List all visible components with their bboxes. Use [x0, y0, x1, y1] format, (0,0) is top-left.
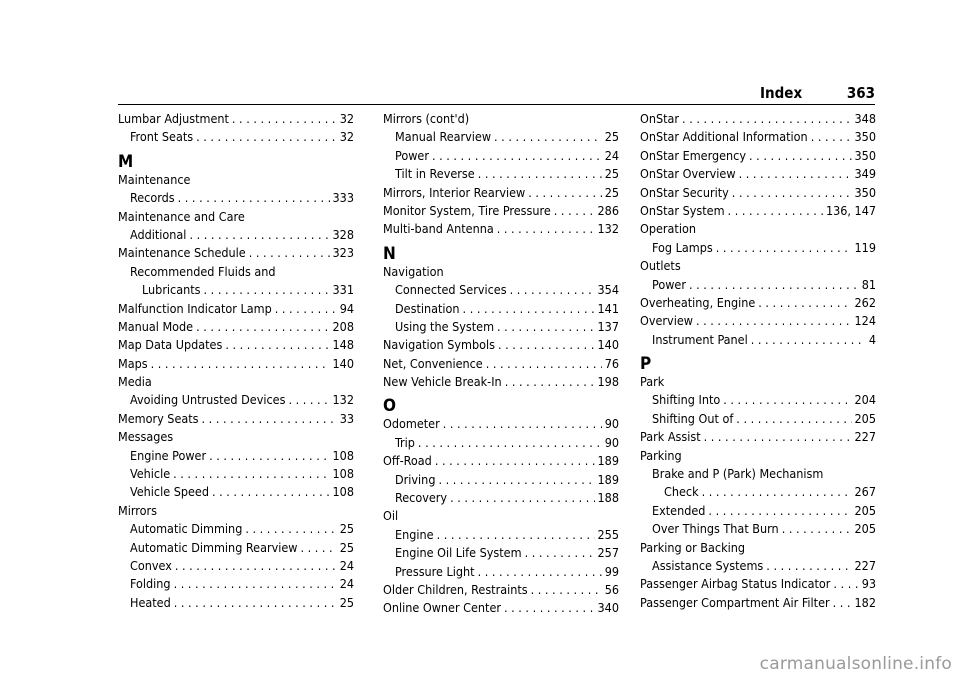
dot-leader: [528, 184, 601, 202]
index-page-ref: 198: [597, 374, 619, 390]
dot-leader: [696, 312, 852, 330]
index-column-1: [118, 110, 354, 612]
dot-leader: [478, 165, 602, 183]
index-entry: [118, 483, 354, 501]
index-entry-label: Multi-band Antenna: [383, 221, 494, 237]
index-page-ref: 350: [854, 184, 876, 200]
index-entry-label: OnStar Security: [640, 184, 729, 200]
index-entry-label: Avoiding Untrusted Devices: [130, 392, 286, 408]
index-heading: [383, 263, 619, 281]
dot-leader: [175, 557, 337, 575]
dot-leader: [732, 184, 852, 202]
index-entry: [383, 526, 619, 544]
dot-leader: [702, 483, 852, 501]
dot-leader: [751, 331, 866, 349]
index-entry-label: Oil: [383, 508, 399, 524]
dot-leader: [232, 110, 337, 128]
index-page-ref: 205: [854, 410, 876, 426]
index-entry: [640, 110, 876, 128]
index-entry-label: Connected Services: [395, 282, 507, 298]
index-page-ref: 76: [604, 355, 619, 371]
index-entry-label: OnStar Overview: [640, 166, 736, 182]
index-entry: [118, 447, 354, 465]
index-page-ref: 25: [604, 184, 619, 200]
index-page-ref: 323: [332, 245, 354, 261]
index-entry-label: Online Owner Center: [383, 600, 501, 616]
index-page-ref: 132: [332, 392, 354, 408]
index-entry: [383, 318, 619, 336]
index-page-ref: 24: [339, 557, 354, 573]
index-entry: [383, 147, 619, 165]
index-page-ref: 205: [854, 521, 876, 537]
index-entry-label: Front Seats: [130, 129, 194, 145]
dot-leader: [151, 355, 330, 373]
index-entry: [118, 336, 354, 354]
index-entry: [383, 599, 619, 617]
index-page-ref: 141: [597, 300, 619, 316]
index-entry-label: Passenger Compartment Air Filter: [640, 594, 830, 610]
index-entry: [118, 300, 354, 318]
index-entry: [383, 452, 619, 470]
index-entry: [383, 128, 619, 146]
dot-leader: [463, 300, 595, 318]
dot-leader: [438, 471, 594, 489]
index-entry: [118, 391, 354, 409]
dot-leader: [202, 410, 337, 428]
index-entry: [383, 563, 619, 581]
dot-leader: [723, 391, 851, 409]
dot-leader: [766, 557, 851, 575]
header-rule: [118, 104, 875, 105]
index-entry: [383, 220, 619, 238]
index-entry: [383, 581, 619, 599]
index-entry: [640, 391, 876, 409]
index-entry-label: Parking or Backing: [640, 539, 745, 555]
index-entry: [640, 428, 876, 446]
index-entry: [383, 281, 619, 299]
index-entry-label: Passenger Airbag Status Indicator: [640, 576, 831, 592]
index-page-ref: 132: [597, 221, 619, 237]
index-page-ref: 33: [339, 410, 354, 426]
index-page-ref: 262: [854, 294, 876, 310]
index-section-letter: O: [383, 396, 396, 417]
index-entry: [383, 373, 619, 391]
dot-leader: [196, 318, 329, 336]
page-title: Index: [760, 84, 803, 102]
dot-leader: [554, 202, 595, 220]
dot-leader: [728, 202, 823, 220]
index-heading: [118, 171, 354, 189]
index-entry-label: Park: [640, 374, 665, 390]
index-page-ref: 208: [332, 318, 354, 334]
index-entry-label: Mirrors (cont'd): [383, 111, 470, 126]
dot-leader: [174, 594, 337, 612]
dot-leader: [174, 575, 337, 593]
index-entry: [383, 184, 619, 202]
index-entry-label: OnStar System: [640, 202, 725, 218]
index-page-ref: 25: [339, 521, 354, 537]
dot-leader: [749, 147, 852, 165]
index-page-ref: 136, 147: [825, 202, 876, 218]
page-header: [760, 84, 875, 104]
page-number: 363: [846, 84, 875, 102]
index-entry: [640, 312, 876, 330]
index-entry: [118, 189, 354, 207]
index-entry-label: Park Assist: [640, 429, 701, 445]
index-entry-label: OnStar Additional Information: [640, 129, 808, 145]
index-entry-label: Operation: [640, 221, 696, 237]
index-entry-label: Maintenance Schedule: [118, 245, 246, 261]
index-entry-label: Memory Seats: [118, 410, 199, 426]
index-page-ref: 32: [339, 129, 354, 145]
index-page-ref: 349: [854, 166, 876, 182]
dot-leader: [510, 281, 595, 299]
index-entry: [383, 544, 619, 562]
index-heading: [118, 263, 354, 281]
index-entry: [640, 410, 876, 428]
index-page-ref: 108: [332, 484, 354, 500]
index-page-ref: 140: [332, 355, 354, 371]
dot-leader: [531, 581, 602, 599]
index-entry: [118, 110, 354, 128]
index-entry: [118, 244, 354, 262]
index-entry-label: Engine: [395, 526, 434, 542]
dot-leader: [486, 355, 602, 373]
index-entry-label: Navigation: [383, 263, 444, 279]
index-entry: [640, 276, 876, 294]
dot-leader: [811, 128, 852, 146]
index-page-ref: 90: [604, 434, 619, 450]
index-page-ref: 140: [597, 337, 619, 353]
index-entry-label: OnStar Emergency: [640, 147, 747, 163]
index-page-ref: 137: [597, 318, 619, 334]
index-entry-label: Net, Convenience: [383, 355, 483, 371]
index-entry-label: Lumbar Adjustment: [118, 110, 229, 126]
index-heading: [640, 447, 876, 465]
index-page-ref: 124: [854, 313, 876, 329]
index-entry: [118, 557, 354, 575]
index-entry: [383, 300, 619, 318]
index-entry-label: Heated: [130, 594, 171, 610]
index-entry-label: Pressure Light: [395, 563, 475, 579]
index-entry-label: Maintenance and Care: [118, 208, 245, 224]
dot-leader: [418, 434, 602, 452]
index-entry-label: Maintenance: [118, 171, 191, 187]
index-page-ref: 189: [597, 471, 619, 487]
index-entry-label: Automatic Dimming Rearview: [130, 539, 298, 555]
index-page-ref: 32: [339, 110, 354, 126]
index-page-ref: 24: [339, 576, 354, 592]
dot-leader: [478, 563, 602, 581]
dot-leader: [435, 452, 595, 470]
dot-leader: [716, 239, 852, 257]
dot-leader: [704, 428, 852, 446]
index-page-ref: 267: [854, 484, 876, 500]
index-entry: [640, 483, 876, 501]
index-entry: [118, 539, 354, 557]
index-page-ref: 4: [868, 331, 876, 347]
index-entry-label: Engine Power: [130, 447, 207, 463]
watermark: carmanualsonline.info: [759, 654, 952, 674]
index-entry-label: Mirrors, Interior Rearview: [383, 184, 526, 200]
index-page-ref: 24: [604, 147, 619, 163]
dot-leader: [505, 373, 595, 391]
index-entry-label: Convex: [130, 557, 172, 573]
index-column-2: [383, 110, 619, 618]
index-entry: [118, 281, 354, 299]
index-entry-label: Using the System: [395, 318, 495, 334]
index-entry-label: Recovery: [395, 490, 448, 506]
index-entry-label: Tilt in Reverse: [395, 166, 475, 182]
dot-leader: [494, 128, 602, 146]
index-page-ref: 108: [332, 466, 354, 482]
index-entry: [118, 575, 354, 593]
index-entry-label: Shifting Into: [652, 392, 721, 408]
index-entry-label: Overview: [640, 313, 693, 329]
dot-leader: [833, 594, 852, 612]
index-heading: [383, 110, 619, 128]
index-entry-label: Instrument Panel: [652, 331, 748, 347]
index-entry: [640, 594, 876, 612]
index-heading: [640, 465, 876, 483]
index-entry-label: Off-Road: [383, 453, 432, 469]
dot-leader: [225, 336, 329, 354]
index-page-ref: 350: [854, 129, 876, 145]
dot-leader: [525, 544, 595, 562]
dot-leader: [189, 226, 329, 244]
dot-leader: [833, 575, 858, 593]
index-entry-label: Check: [664, 484, 699, 500]
index-heading: [118, 502, 354, 520]
index-entry: [640, 575, 876, 593]
index-entry: [383, 202, 619, 220]
index-page-ref: 354: [597, 282, 619, 298]
index-entry: [118, 520, 354, 538]
index-page-ref: 227: [854, 557, 876, 573]
index-page-ref: 94: [339, 300, 354, 316]
index-page-ref: 25: [604, 129, 619, 145]
index-entry: [383, 165, 619, 183]
index-entry-label: Lubricants: [142, 282, 201, 298]
index-heading: [640, 373, 876, 391]
index-page-ref: 90: [604, 416, 619, 432]
index-entry-label: Messages: [118, 429, 174, 445]
index-entry: [640, 184, 876, 202]
index-page-ref: 350: [854, 147, 876, 163]
index-page-ref: 182: [854, 594, 876, 610]
dot-leader: [178, 189, 330, 207]
index-entry: [640, 520, 876, 538]
index-page-ref: 257: [597, 545, 619, 561]
dot-leader: [437, 526, 595, 544]
index-section-letter: N: [383, 243, 396, 264]
index-entry-label: Folding: [130, 576, 171, 592]
dot-leader: [249, 244, 330, 262]
index-entry-label: Automatic Dimming: [130, 521, 243, 537]
dot-leader: [275, 300, 337, 318]
index-entry-label: Extended: [652, 502, 706, 518]
index-heading: [640, 257, 876, 275]
index-page-ref: 93: [861, 576, 876, 592]
index-page-ref: 331: [332, 282, 354, 298]
dot-leader: [758, 294, 851, 312]
index-page-ref: 188: [597, 490, 619, 506]
index-entry-label: Vehicle Speed: [130, 484, 209, 500]
index-heading: [118, 373, 354, 391]
index-page-ref: 227: [854, 429, 876, 445]
dot-leader: [432, 147, 602, 165]
dot-leader: [497, 318, 595, 336]
index-entry: [383, 355, 619, 373]
index-entry: [640, 557, 876, 575]
dot-leader: [173, 465, 329, 483]
index-entry: [118, 355, 354, 373]
index-entry-label: Recommended Fluids and: [130, 263, 276, 279]
dot-leader: [300, 539, 336, 557]
index-entry-label: Manual Mode: [118, 318, 194, 334]
dot-leader: [245, 520, 336, 538]
index-entry-label: Power: [395, 147, 429, 163]
dot-leader: [682, 110, 851, 128]
index-entry: [640, 147, 876, 165]
index-entry-label: Mirrors: [118, 502, 157, 518]
index-entry-label: Media: [118, 374, 152, 390]
index-entry: [118, 410, 354, 428]
index-entry: [118, 128, 354, 146]
dot-leader: [450, 489, 594, 507]
index-entry-label: Fog Lamps: [652, 239, 713, 255]
index-page-ref: 25: [339, 539, 354, 555]
index-page-ref: 99: [604, 563, 619, 579]
index-entry-label: Malfunction Indicator Lamp: [118, 300, 272, 316]
dot-leader: [443, 415, 602, 433]
index-entry-label: Over Things That Burn: [652, 521, 779, 537]
dot-leader: [204, 281, 330, 299]
index-heading: [640, 220, 876, 238]
index-heading: [118, 208, 354, 226]
index-page-ref: 25: [339, 594, 354, 610]
index-entry: [640, 165, 876, 183]
index-page-ref: 205: [854, 502, 876, 518]
index-heading: [640, 539, 876, 557]
index-page-ref: 25: [604, 166, 619, 182]
index-entry: [383, 336, 619, 354]
index-page-ref: 119: [854, 239, 876, 255]
dot-leader: [782, 520, 852, 538]
index-page-ref: 108: [332, 447, 354, 463]
dot-leader: [196, 128, 337, 146]
dot-leader: [288, 391, 329, 409]
index-section-letter: M: [118, 151, 134, 172]
index-page-ref: 148: [332, 337, 354, 353]
index-entry: [640, 202, 876, 220]
index-entry: [118, 318, 354, 336]
index-page-ref: 348: [854, 110, 876, 126]
index-entry: [640, 294, 876, 312]
index-entry-label: Manual Rearview: [395, 129, 492, 145]
dot-leader: [498, 336, 595, 354]
index-heading: [383, 507, 619, 525]
dot-leader: [504, 599, 595, 617]
index-entry-label: Parking: [640, 447, 682, 463]
index-entry-label: Vehicle: [130, 466, 171, 482]
index-entry-label: Shifting Out of: [652, 410, 734, 426]
index-page-ref: 81: [861, 276, 876, 292]
index-entry-label: Records: [130, 190, 175, 206]
index-entry: [640, 502, 876, 520]
dot-leader: [689, 276, 859, 294]
index-entry: [383, 471, 619, 489]
dot-leader: [739, 165, 852, 183]
index-entry: [640, 331, 876, 349]
index-entry-label: Brake and P (Park) Mechanism: [652, 466, 824, 482]
index-entry: [640, 239, 876, 257]
index-entry-label: Maps: [118, 355, 148, 371]
index-entry-label: OnStar: [640, 110, 680, 126]
index-page-ref: 189: [597, 453, 619, 469]
index-entry-label: Overheating, Engine: [640, 294, 756, 310]
dot-leader: [708, 502, 851, 520]
index-entry-label: Monitor System, Tire Pressure: [383, 202, 551, 218]
index-entry: [118, 226, 354, 244]
index-entry: [383, 415, 619, 433]
index-entry-label: Power: [652, 276, 686, 292]
index-entry: [383, 489, 619, 507]
index-heading: [118, 428, 354, 446]
index-page-ref: 328: [332, 226, 354, 242]
index-page-ref: 333: [332, 190, 354, 206]
dot-leader: [209, 447, 329, 465]
dot-leader: [497, 220, 595, 238]
index-page-ref: 255: [597, 526, 619, 542]
index-page-ref: 204: [854, 392, 876, 408]
index-column-3: [640, 110, 876, 612]
index-entry-label: Map Data Updates: [118, 337, 223, 353]
index-entry-label: Trip: [395, 434, 415, 450]
index-entry-label: Engine Oil Life System: [395, 545, 522, 561]
index-entry-label: Assistance Systems: [652, 557, 764, 573]
index-entry-label: Older Children, Restraints: [383, 581, 528, 597]
dot-leader: [736, 410, 851, 428]
index-section-letter: P: [640, 354, 652, 375]
index-entry-label: Navigation Symbols: [383, 337, 495, 353]
index-page-ref: 340: [597, 600, 619, 616]
index-page-ref: 286: [597, 202, 619, 218]
index-entry-label: Additional: [130, 226, 187, 242]
index-entry: [118, 594, 354, 612]
index-entry-label: New Vehicle Break-In: [383, 374, 502, 390]
index-entry: [640, 128, 876, 146]
index-entry-label: Driving: [395, 471, 436, 487]
index-page-ref: 56: [604, 581, 619, 597]
dot-leader: [212, 483, 330, 501]
index-entry-label: Outlets: [640, 258, 681, 274]
index-entry-label: Destination: [395, 300, 460, 316]
index-entry: [118, 465, 354, 483]
index-entry-label: Odometer: [383, 416, 440, 432]
index-entry: [383, 434, 619, 452]
